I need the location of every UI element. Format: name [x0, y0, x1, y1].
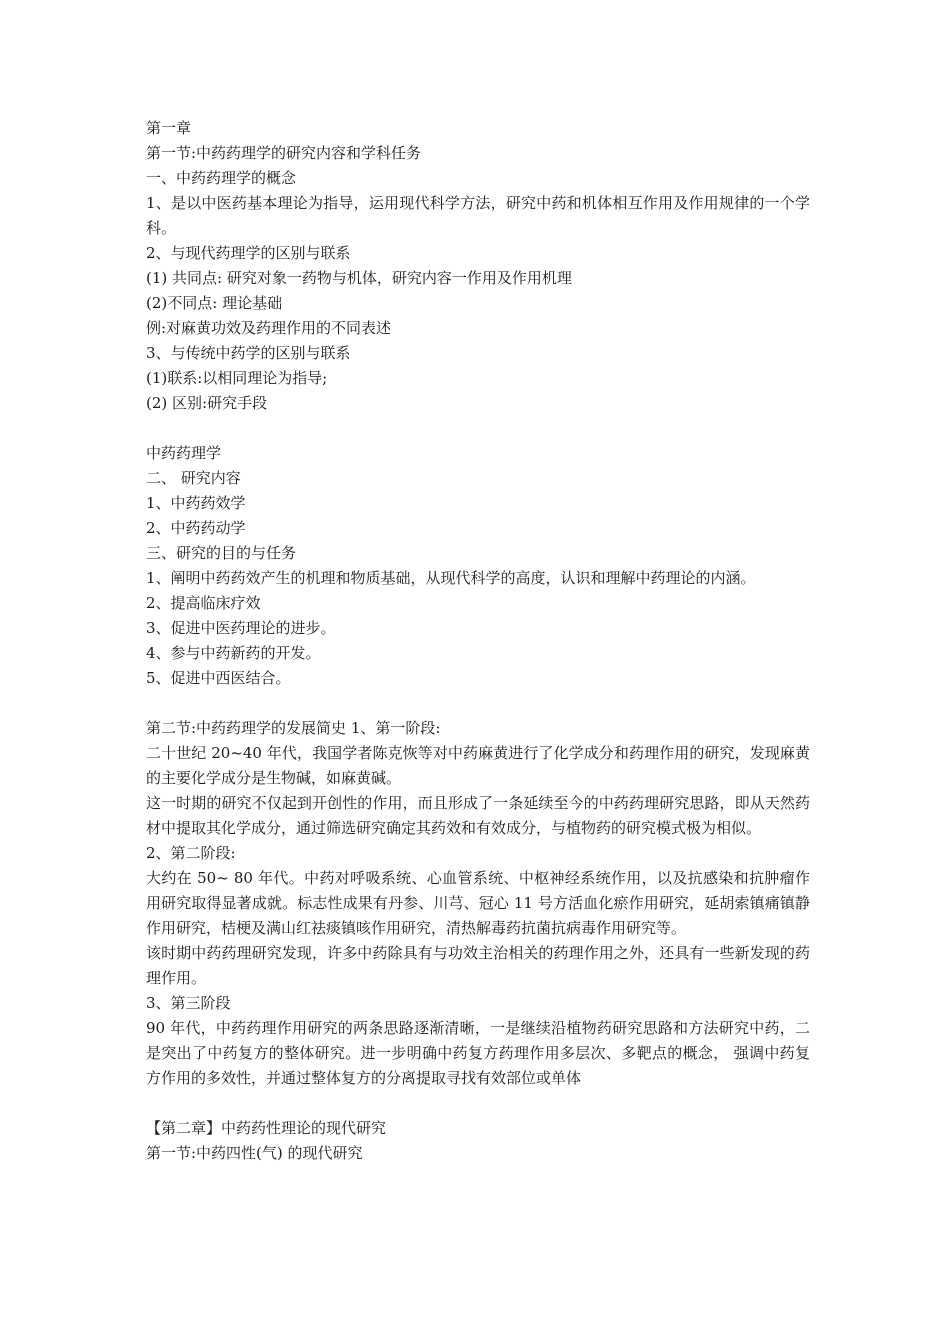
paragraph-stage-1-b: 这一时期的研究不仅起到开创性的作用，而且形成了一条延续至今的中药药理研究思路，即从天然药材中提取其化学成分，通过筛选研究确定其药效和有效成分，与植物药的研究模式极为相似。: [146, 794, 810, 837]
chapter-1-title: 第一章: [146, 119, 192, 137]
item-pharmacokinetics: 2、中药药动学: [146, 519, 246, 537]
document-page: [146, 116, 810, 1166]
goal-5: 5、促进中西医结合。: [146, 669, 291, 687]
section-2-title: 第二节:中药药理学的发展简史 1、第一阶段:: [146, 719, 441, 737]
heading-research-content: 二、 研究内容: [146, 469, 241, 487]
goal-4: 4、参与中药新药的开发。: [146, 644, 321, 662]
item-common-point: (1) 共同点: 研究对象一药物与机体，研究内容一作用及作用机理: [146, 269, 572, 287]
item-pharmacodynamics: 1、中药药效学: [146, 494, 246, 512]
chapter-2-title: 【第二章】中药药性理论的现代研究: [146, 1119, 387, 1137]
paragraph-stage-2-a: 大约在 50~ 80 年代。中药对呼吸系统、心血管系统、中枢神经系统作用，以及抗感染和抗肿瘤作用研究取得显著成就。标志性成果有丹参、川芎、冠心 11 号方活血化瘀作用研究，延胡索镇痛镇静作用研究，桔梗及满山红祛痰镇咳作用研究，清热解毒药抗菌抗病毒作用研究等。: [146, 869, 810, 937]
paragraph-definition: 1、是以中医药基本理论为指导，运用现代科学方法，研究中药和机体相互作用及作用规律的一个学科。: [146, 194, 810, 237]
item-example: 例:对麻黄功效及药理作用的不同表述: [146, 319, 392, 337]
item-distinction: (2) 区别:研究手段: [146, 394, 268, 412]
goal-3: 3、促进中医药理论的进步。: [146, 619, 336, 637]
paragraph-stage-1-a: 二十世纪 20~40 年代，我国学者陈克恢等对中药麻黄进行了化学成分和药理作用的研究，发现麻黄的主要化学成分是生物碱，如麻黄碱。: [146, 744, 810, 787]
heading-modern-pharmacology: 2、与现代药理学的区别与联系: [146, 244, 351, 262]
heading-goals: 三、研究的目的与任务: [146, 544, 297, 562]
item-relation: (1)联系:以相同理论为指导;: [146, 369, 328, 387]
subtitle-pharmacology: 中药药理学: [146, 444, 222, 462]
heading-traditional: 3、与传统中药学的区别与联系: [146, 344, 351, 362]
heading-stage-2: 2、第二阶段:: [146, 844, 236, 862]
chapter-2-section-1-title: 第一节:中药四性(气) 的现代研究: [146, 1144, 363, 1162]
goal-2: 2、提高临床疗效: [146, 594, 261, 612]
section-1-title: 第一节:中药药理学的研究内容和学科任务: [146, 144, 422, 162]
heading-stage-3: 3、第三阶段: [146, 994, 231, 1012]
item-difference: (2)不同点: 理论基础: [146, 294, 283, 312]
paragraph-stage-3: 90 年代，中药药理作用研究的两条思路逐渐清晰，一是继续沿植物药研究思路和方法研究中药，二是突出了中药复方的整体研究。进一步明确中药复方药理作用多层次、多靶点的概念， 强调中药复方作用的多效性，并通过整体复方的分离提取寻找有效部位或单体: [146, 1019, 810, 1087]
paragraph-stage-2-b: 该时期中药药理研究发现，许多中药除具有与功效主治相关的药理作用之外，还具有一些新发现的药理作用。: [146, 944, 810, 987]
goal-1: 1、阐明中药药效产生的机理和物质基础，从现代科学的高度，认识和理解中药理论的内涵。: [146, 569, 756, 587]
heading-concept: 一、中药药理学的概念: [146, 169, 297, 187]
